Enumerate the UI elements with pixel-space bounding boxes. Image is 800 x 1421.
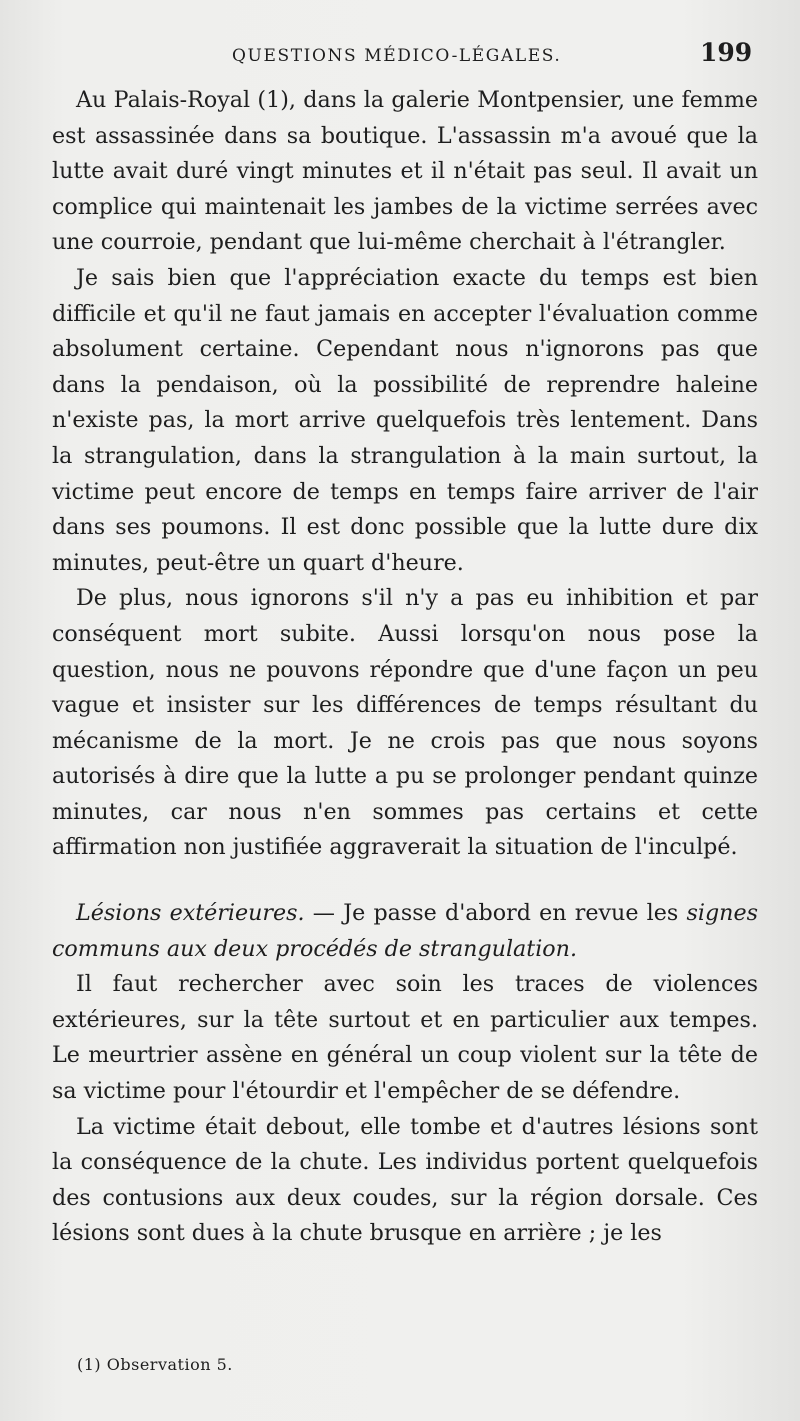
section-intro-text: Je passe d'abord en revue les xyxy=(343,900,687,927)
running-title: QUESTIONS MÉDICO-LÉGALES. xyxy=(232,46,562,66)
body-text xyxy=(52,83,758,1252)
paragraph-violence-traces: Il faut rechercher avec soin les traces de violences extérieures, sur la tête surtout et en particulier aux tempes. Le meurtrier assène en général un coup violent sur la tête de sa victime pour l'étourdir et l'empêcher de se défendre. xyxy=(52,971,758,1105)
section-intro-italic: signes communs aux deux procédés de strangulation. xyxy=(52,900,758,962)
section-heading: Lésions extérieures. xyxy=(76,900,305,927)
page-number: 199 xyxy=(700,38,753,67)
page-header xyxy=(0,38,800,78)
footnote: (1) Observation 5. xyxy=(77,1355,233,1374)
paragraph-inhibition: De plus, nous ignorons s'il n'y a pas eu inhibition et par conséquent mort subite. Aussi lorsqu'on nous pose la question, nous ne pouvons répondre que d'une façon un peu vague et insister sur les différences de temps résultant du mécanisme de la mort. Je ne crois pas que nous soyons autorisés à dire que la lutte a pu se prolonger pendant quinze minutes, car nous n'en sommes pas certains et cette affirmation non justifiée aggraverait la situation de l'inculpé. xyxy=(52,585,758,861)
paragraph-fall-lesions: La victime était debout, elle tombe et d'autres lésions sont la conséquence de la chute. Les individus portent quelquefois des contusions aux deux coudes, sur la région dorsale. Ces lésions sont dues à la chute brusque en arrière ; je les xyxy=(52,1113,758,1247)
paragraph-external-lesions xyxy=(52,896,758,967)
paragraph-time-appreciation: Je sais bien que l'appréciation exacte du temps est bien difficile et qu'il ne faut jamais en accepter l'évaluation comme absolument certaine. Cependant nous n'ignorons pas que dans la pendaison, où la possibilité de reprendre haleine n'existe pas, la mort arrive quelquefois très lentement. Dans la strangulation, dans la strangulation à la main surtout, la victime peut encore de temps en temps faire arriver de l'air dans ses poumons. Il est donc possible que la lutte dure dix minutes, peut-être un quart d'heure. xyxy=(52,264,758,576)
paragraph-palais-royal: Au Palais-Royal (1), dans la galerie Montpensier, une femme est assassinée dans sa boutique. L'assassin m'a avoué que la lutte avait duré vingt minutes et il n'était pas seul. Il avait un complice qui maintenait les jambes de la victime serrées avec une courroie, pendant que lui-même cherchait à l'étrangler. xyxy=(52,87,758,256)
heading-dash: — xyxy=(304,900,344,927)
